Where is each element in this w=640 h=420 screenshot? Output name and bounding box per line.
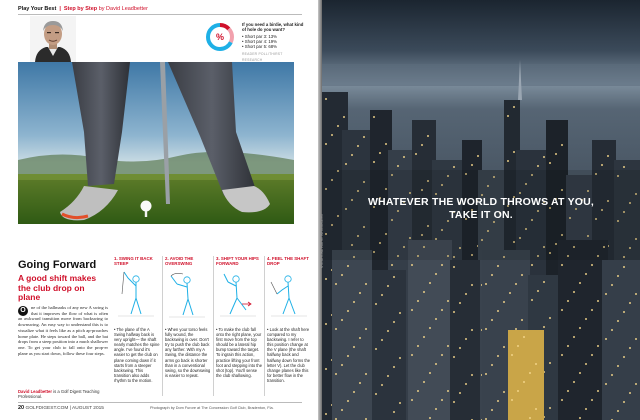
department-label: Step by Step bbox=[63, 6, 98, 12]
drop-cap: O bbox=[18, 306, 28, 316]
article-body-text: ne of the hallmarks of any new A swing is that it improves the flow of what is often an awkward transition move from backswing to downswing. An easy way to understand this is to visualize what it feels like as a pitch ap-proaches home plate. He steps toward the ball, and the bat drops from a steep position into a much shallower one. To get your club to fall onto the prop-er plane as you start down, follow these four steps. bbox=[18, 305, 108, 356]
step-divider bbox=[264, 256, 265, 396]
step-text: • Look at the shaft here compared to my backswing. I refer to this position change at the V plane (the shaft halfway back and halfway down forms the letter V). Let the club change planes like this for better flow in the transition. bbox=[267, 327, 311, 383]
header-separator: | bbox=[59, 6, 61, 12]
author-credit bbox=[18, 389, 108, 399]
author-name: David Leadbetter bbox=[18, 389, 52, 394]
step-heading: 1. SWING IT BACK STEEP bbox=[114, 256, 153, 267]
ad-headline-line: TAKE IT ON. bbox=[449, 208, 513, 221]
stat-answer: • Short par 3: 13% bbox=[242, 33, 277, 39]
advertisement-page bbox=[322, 0, 640, 420]
golfer-figure-icon bbox=[216, 270, 262, 324]
step-2 bbox=[165, 256, 211, 396]
page-header bbox=[18, 6, 148, 12]
stat-answer: • Short par 4: 19% bbox=[242, 38, 277, 44]
step-heading: 4. FEEL THE SHAFT DROP bbox=[267, 256, 309, 267]
page-number: 20 bbox=[18, 405, 25, 411]
step-4 bbox=[267, 256, 311, 396]
article-subtitle: A good shift makes the club drop on plane bbox=[18, 273, 97, 303]
step-1 bbox=[114, 256, 160, 396]
golfer-figure-icon bbox=[114, 270, 160, 324]
author-portrait bbox=[30, 16, 76, 62]
stat-answer: • Short par 5: 68% bbox=[242, 44, 277, 50]
step-divider bbox=[162, 256, 163, 396]
photo-credit: Photograph by Dom Furore at The Concession Golf Club, Bradenton, Fla. bbox=[150, 406, 274, 410]
golfer-figure-icon bbox=[267, 270, 311, 324]
article-body bbox=[18, 305, 108, 356]
step-heading: 3. SHIFT YOUR HIPS FORWARD bbox=[216, 256, 259, 267]
hero-photo bbox=[18, 62, 294, 224]
article-title: Going Forward bbox=[18, 259, 97, 271]
stat-question: If you need a birdie, what kind of hole do you want? bbox=[242, 22, 304, 33]
folio: 20 GOLFDIGEST.COM | AUGUST 2015 bbox=[18, 405, 104, 411]
header-byline: by David Leadbetter bbox=[98, 6, 148, 12]
step-text: • The plane of the A Swing halfway back is very upright— the shaft nearly matches the spine angle. I've found it's easier to get the club on plane coming down if it starts from a steeper backswing. This transition also adds rhythm to the motion. bbox=[114, 327, 160, 383]
step-text: • To make the club fall onto the right plane, your first move from the top should be a lateral hip bump toward the target. To ingrain this action, practice lifting your front foot and stepping into the shot (top). You'll sense the club shallowing. bbox=[216, 327, 262, 378]
stat-donut bbox=[205, 22, 235, 52]
ad-headline-line: WHATEVER THE WORLD THROWS AT YOU, bbox=[367, 196, 595, 208]
step-heading: 2. AVOID THE OVERSWING bbox=[165, 256, 194, 267]
header-rule bbox=[18, 14, 302, 15]
step-text: • When your torso feels fully wound, the backswing is over. Don't try to push the club back any farther. With my A Swing, the distance the arms go back is shorter than in a conventional swing, so the downswing is easier to repeat. bbox=[165, 327, 211, 378]
author-note: is a Golf Digest Teaching Professional. bbox=[18, 389, 100, 400]
publication-name: GOLFDIGEST.COM bbox=[25, 406, 69, 411]
step-3 bbox=[216, 256, 262, 396]
section-label: Play Your Best bbox=[18, 6, 57, 12]
stat-source: READER POLL/THIRST RESEARCH bbox=[242, 52, 283, 62]
golfer-figure-icon bbox=[165, 270, 211, 324]
issue-date: AUGUST 2015 bbox=[72, 406, 104, 411]
stat-sidebar bbox=[242, 22, 304, 63]
ad-headline bbox=[322, 196, 640, 221]
footer-rule bbox=[18, 402, 302, 403]
percent-icon: % bbox=[215, 32, 224, 42]
step-divider bbox=[213, 256, 214, 396]
side-credit: NYCSKYLINE PHOTO: ISTOCKPHOTO bbox=[320, 214, 324, 268]
